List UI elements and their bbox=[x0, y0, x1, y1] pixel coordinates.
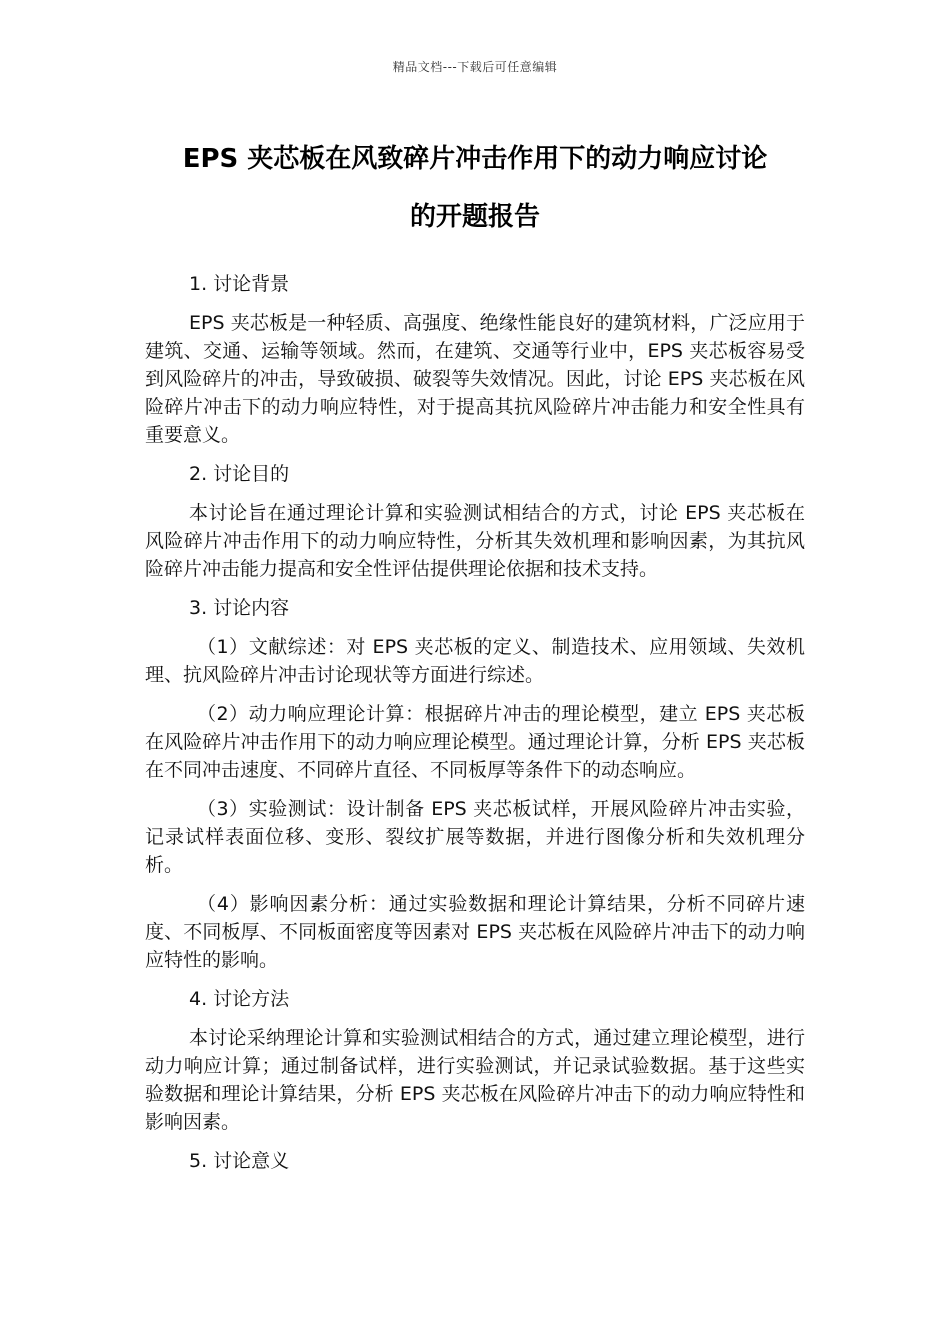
content-item-experiment: （3）实验测试：设计制备 EPS 夹芯板试样，开展风险碎片冲击实验，记录试样表面位移、变形、裂纹扩展等数据，并进行图像分析和失效机理分析。 bbox=[145, 798, 805, 876]
content-item-factor-analysis: （4）影响因素分析：通过实验数据和理论计算结果，分析不同碎片速度、不同板厚、不同板面密度等因素对 EPS 夹芯板在风险碎片冲击下的动力响应特性的影响。 bbox=[145, 893, 805, 971]
section-heading-significance: 5. 讨论意义 bbox=[189, 1150, 290, 1172]
section-heading-background: 1. 讨论背景 bbox=[189, 273, 290, 295]
section-heading-content: 3. 讨论内容 bbox=[189, 597, 290, 619]
section-heading-purpose: 2. 讨论目的 bbox=[189, 463, 290, 485]
method-paragraph: 本讨论采纳理论计算和实验测试相结合的方式，通过建立理论模型，进行动力响应计算；通过制备试样，进行实验测试，并记录试验数据。基于这些实验数据和理论计算结果，分析 EPS 夹芯板在风险碎片冲击下的动力响应特性和影响因素。 bbox=[145, 1027, 805, 1133]
document-body bbox=[145, 270, 805, 1186]
purpose-paragraph: 本讨论旨在通过理论计算和实验测试相结合的方式，讨论 EPS 夹芯板在风险碎片冲击作用下的动力响应特性，分析其失效机理和影响因素，为其抗风险碎片冲击能力提高和安全性评估提供理论依据和技术支持。 bbox=[145, 502, 805, 580]
header-watermark: 精品文档---下载后可任意编辑 bbox=[392, 60, 558, 74]
section-heading-method: 4. 讨论方法 bbox=[189, 988, 290, 1010]
content-item-literature-review: （1）文献综述：对 EPS 夹芯板的定义、制造技术、应用领域、失效机理、抗风险碎片冲击讨论现状等方面进行综述。 bbox=[145, 636, 805, 686]
title-line-2: 的开题报告 bbox=[409, 202, 540, 232]
document-title bbox=[0, 130, 950, 246]
title-line-1: EPS 夹芯板在风致碎片冲击作用下的动力响应讨论 bbox=[182, 144, 768, 174]
content-item-theory-calculation: （2）动力响应理论计算：根据碎片冲击的理论模型，建立 EPS 夹芯板在风险碎片冲击作用下的动力响应理论模型。通过理论计算，分析 EPS 夹芯板在不同冲击速度、不同碎片直径、不同板厚等条件下的动态响应。 bbox=[145, 703, 805, 781]
background-paragraph: EPS 夹芯板是一种轻质、高强度、绝缘性能良好的建筑材料，广泛应用于建筑、交通、运输等领域。然而，在建筑、交通等行业中，EPS 夹芯板容易受到风险碎片的冲击，导致破损、破裂等失效情况。因此，讨论 EPS 夹芯板在风险碎片冲击下的动力响应特性，对于提高其抗风险碎片冲击能力和安全性具有重要意义。 bbox=[145, 312, 805, 446]
